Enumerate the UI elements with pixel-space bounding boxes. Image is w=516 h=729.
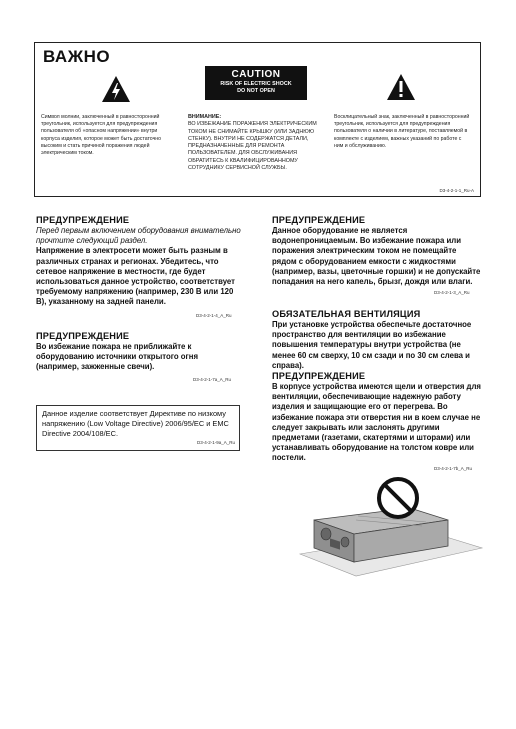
right-warning-2-body: В корпусе устройства имеются щели и отверстия для вентиляции, обеспечивающие надежную работу изделия и защищающие его от перегрева. Во избежание пожара эти отверстия ни в коем случае не следует закрывать или заслонять другими предметами (газетами, скатертями и шторами) или устанавливать оборудование на толстом ковре или постели. <box>272 382 481 463</box>
caution-label: CAUTION <box>231 69 281 80</box>
caution-sub2: DO NOT OPEN <box>237 88 275 94</box>
lightning-triangle-icon <box>101 75 131 103</box>
caution-text: ВО ИЗБЕЖАНИЕ ПОРАЖЕНИЯ ЭЛЕКТРИЧЕСКИМ ТОКОМ НЕ СНИМАЙТЕ КРЫШКУ (ИЛИ ЗАДНЮЮ СТЕНКУ). ВНУТРИ НЕ СОДЕРЖАТСЯ ДЕТАЛИ, ПРЕДНАЗНАЧЕННЫЕ ДЛЯ РЕМОНТА ПОЛЬЗОВАТЕЛЕМ. ДЛЯ ОБСЛУЖИВАНИЯ ОБРАТИТЕСЬ К КВАЛИФИЦИРОВАННОМУ СОТРУДНИКУ СЕРВИСНОЙ СЛУЖБЫ. <box>188 121 317 172</box>
ce-compliance-box <box>36 405 240 451</box>
right-warning-2-title: ПРЕДУПРЕЖДЕНИЕ <box>272 371 366 381</box>
important-title: ВАЖНО <box>43 47 111 66</box>
left-warning-2-title: ПРЕДУПРЕЖДЕНИЕ <box>36 331 130 341</box>
exclamation-triangle-icon <box>386 73 416 101</box>
left-warning-1-body: Напряжение в электросети может быть разным в различных странах и регионах. Убедитесь, что сетевое напряжение в местности, где будет использоваться данное устройство, соответствует требуемому напряжению (например, 230 В или 120 В), указанному на задней панели. <box>36 246 235 307</box>
ce-text: Данное изделие соответствует Директиве по низкому напряжению (Low Voltage Directive) 2006/95/EC и EMC Directive 2004/108/EC. <box>42 409 229 438</box>
left-warning-1-title: ПРЕДУПРЕЖДЕНИЕ <box>36 215 130 225</box>
left-warning-2-body: Во избежание пожара не приближайте к оборудованию источники открытого огня (например, зажженные свечи). <box>36 342 199 372</box>
right-warning-water <box>272 215 482 287</box>
right-warning-2-code: D3-4-2-1-7b_A_Ru <box>434 466 473 471</box>
right-warning-1-body: Данное оборудование не является водонепроницаемым. Во избежание пожара или поражения электрическим током не помещайте рядом с оборудованием емкости с жидкостями (например, вазы, цветочные горшки) и не допускайте попадания на него капель, брызг, дождя или влаги. <box>272 226 481 287</box>
caution-label-box <box>205 66 307 100</box>
no-carpet-illustration <box>298 476 484 578</box>
ventilation-section <box>272 309 482 371</box>
right-warning-1-title: ПРЕДУПРЕЖДЕНИЕ <box>272 215 366 225</box>
ventilation-body: При установке устройства обеспечьте достаточное пространство для вентиляции во избежание повышения температуры внутри устройства (не менее 60 см сверху, 10 см сзади и по 30 см слева и справа). <box>272 320 472 370</box>
caution-heading: ВНИМАНИЕ: <box>188 114 222 120</box>
left-warning-1-italic: Перед первым включением оборудования внимательно прочтите следующий раздел. <box>36 226 241 246</box>
ce-code: D3-4-2-1-9a_A_Ru <box>196 440 235 445</box>
right-warning-1-code: D3-4-2-1-3_A_Ru <box>434 290 470 295</box>
left-warning-2-code: D3-4-2-1-7a_A_Ru <box>193 377 232 382</box>
left-warning-voltage <box>36 215 242 308</box>
caution-sub1: RISK OF ELECTRIC SHOCK <box>220 81 292 87</box>
important-box <box>34 42 481 197</box>
box-code: D3-4-2-1-1_Ru-A <box>439 188 474 193</box>
right-warning-vents <box>272 371 482 464</box>
caution-explanation <box>188 114 328 172</box>
ventilation-title: ОБЯЗАТЕЛЬНАЯ ВЕНТИЛЯЦИЯ <box>272 309 421 319</box>
exclamation-explanation: Восклицательный знак, заключенный в равносторонний треугольник, используется для предупреждения пользователя о наличии в литературе, поставляемой в комплекте с изделием, важных указаний по работе с ним и обслуживанию. <box>334 114 470 149</box>
left-warning-1-code: D3-4-2-1-4_A_Ru <box>196 313 232 318</box>
left-warning-fire <box>36 331 240 373</box>
lightning-explanation: Символ молнии, заключенный в равносторонний треугольник, используется для предупреждения пользователя об «опасном напряжении» внутри корпуса изделия, которое может быть достаточно высоким и стать причиной поражения людей электрическим током. <box>41 114 162 157</box>
